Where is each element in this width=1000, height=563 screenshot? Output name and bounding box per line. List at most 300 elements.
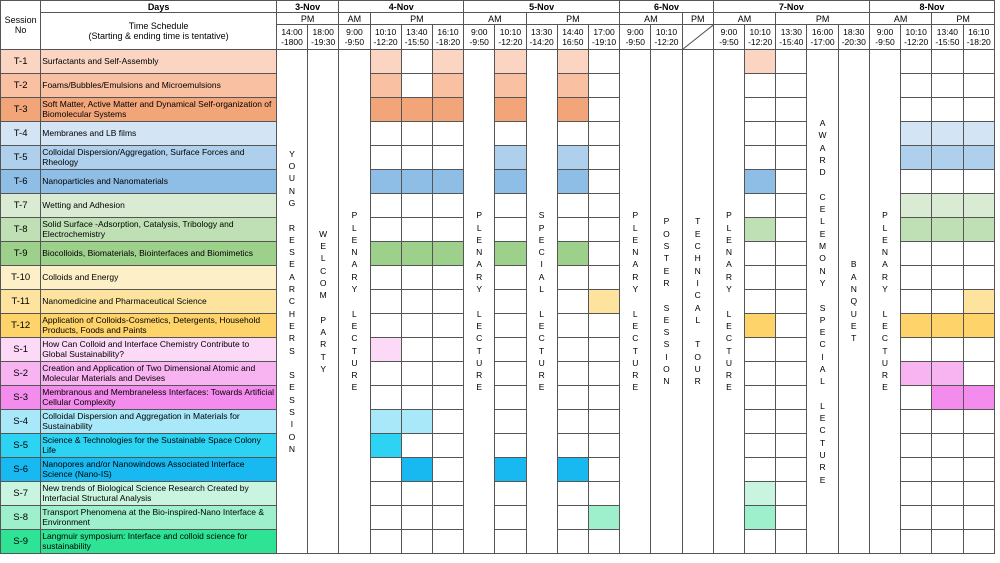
session-title: How Can Colloid and Interface Chemistry Contribute to Global Sustainability?	[41, 338, 277, 362]
session-slot-filled	[901, 218, 932, 242]
slot-cell	[963, 338, 995, 362]
slot-cell	[370, 458, 401, 482]
session-title: Biocolloids, Biomaterials, Biointerfaces and Biomimetics	[41, 242, 277, 266]
slot-cell	[588, 170, 619, 194]
slot-cell	[776, 410, 807, 434]
time-slot-header: 16:10 -18:20	[963, 25, 995, 50]
slot-cell	[401, 266, 432, 290]
session-id: T-6	[1, 170, 41, 194]
session-slot-filled	[901, 146, 932, 170]
slot-cell	[588, 530, 619, 554]
session-slot-filled	[495, 50, 526, 74]
session-slot-filled	[401, 410, 432, 434]
slot-cell	[557, 362, 588, 386]
session-slot-filled	[432, 242, 463, 266]
slot-cell	[588, 194, 619, 218]
session-slot-filled	[370, 434, 401, 458]
slot-cell	[557, 218, 588, 242]
no-time-diagonal	[682, 25, 713, 50]
slot-cell	[401, 218, 432, 242]
slot-cell	[776, 530, 807, 554]
slot-cell	[932, 170, 963, 194]
slot-cell	[776, 170, 807, 194]
slot-cell	[963, 266, 995, 290]
slot-cell	[932, 290, 963, 314]
session-slot-filled	[495, 74, 526, 98]
slot-cell	[588, 338, 619, 362]
slot-cell	[432, 146, 463, 170]
day-header-5-nov: 5-Nov	[464, 1, 620, 13]
slot-cell	[557, 434, 588, 458]
slot-cell	[432, 122, 463, 146]
session-slot-filled	[932, 218, 963, 242]
session-slot-filled	[432, 170, 463, 194]
event-young-researchers-session: Y O U N G R E S E A R C H E R S S E S S I O N	[276, 50, 307, 554]
slot-cell	[495, 386, 526, 410]
slot-cell	[963, 458, 995, 482]
time-slot-header: 9:00 -9:50	[464, 25, 495, 50]
slot-cell	[963, 50, 995, 74]
slot-cell	[370, 362, 401, 386]
slot-cell	[963, 506, 995, 530]
session-title: Langmuir symposium: Interface and colloid science for sustainability	[41, 530, 277, 554]
session-id: T-9	[1, 242, 41, 266]
session-row	[1, 50, 995, 74]
session-title: Colloidal Dispersion and Aggregation in Materials for Sustainability	[41, 410, 277, 434]
session-title: Soft Matter, Active Matter and Dynamical Self-organization of Biomolecular Systems	[41, 98, 277, 122]
session-slot-filled	[432, 74, 463, 98]
time-slot-header: 13:40 -15:50	[401, 25, 432, 50]
slot-cell	[557, 410, 588, 434]
slot-cell	[588, 482, 619, 506]
days-label: Days	[41, 1, 277, 13]
slot-cell	[963, 410, 995, 434]
session-slot-filled	[901, 314, 932, 338]
slot-cell	[588, 266, 619, 290]
slot-cell	[901, 266, 932, 290]
session-slot-filled	[932, 122, 963, 146]
slot-cell	[557, 530, 588, 554]
session-id: S-6	[1, 458, 41, 482]
session-slot-filled	[370, 242, 401, 266]
slot-cell	[557, 266, 588, 290]
session-id: T-12	[1, 314, 41, 338]
session-slot-filled	[370, 170, 401, 194]
slot-cell	[495, 362, 526, 386]
slot-cell	[432, 266, 463, 290]
session-title: Creation and Application of Two Dimensional Atomic and Molecular Materials and Devises	[41, 362, 277, 386]
slot-cell	[432, 218, 463, 242]
session-slot-filled	[401, 458, 432, 482]
session-title: Surfactants and Self-Assembly	[41, 50, 277, 74]
slot-cell	[557, 290, 588, 314]
slot-cell	[901, 434, 932, 458]
session-slot-filled	[745, 314, 776, 338]
slot-cell	[370, 530, 401, 554]
session-title: Nanoparticles and Nanomaterials	[41, 170, 277, 194]
session-slot-filled	[557, 242, 588, 266]
slot-cell	[776, 338, 807, 362]
session-slot-filled	[932, 386, 963, 410]
slot-cell	[776, 314, 807, 338]
slot-cell	[401, 482, 432, 506]
slot-cell	[745, 194, 776, 218]
session-slot-filled	[963, 386, 995, 410]
slot-cell	[776, 482, 807, 506]
slot-cell	[745, 242, 776, 266]
session-title: Science & Technologies for the Sustainable Space Colony Life	[41, 434, 277, 458]
slot-cell	[776, 290, 807, 314]
session-title: Membranes and LB films	[41, 122, 277, 146]
slot-cell	[401, 434, 432, 458]
session-id: T-8	[1, 218, 41, 242]
slot-cell	[901, 242, 932, 266]
slot-cell	[776, 218, 807, 242]
slot-cell	[901, 386, 932, 410]
slot-cell	[776, 50, 807, 74]
session-slot-filled	[557, 458, 588, 482]
session-slot-filled	[495, 98, 526, 122]
slot-cell	[401, 50, 432, 74]
slot-cell	[401, 386, 432, 410]
ampm-am: AM	[464, 13, 526, 25]
session-slot-filled	[495, 458, 526, 482]
slot-cell	[963, 74, 995, 98]
slot-cell	[745, 386, 776, 410]
slot-cell	[495, 122, 526, 146]
slot-cell	[370, 506, 401, 530]
time-slot-header: 14:40 16:50	[557, 25, 588, 50]
session-slot-filled	[588, 290, 619, 314]
slot-cell	[963, 170, 995, 194]
session-no-header: Session No	[1, 1, 41, 50]
slot-cell	[588, 218, 619, 242]
event-award-celemony-special-lecture: A W A R D C E L E M O N Y S P E C I A L L E C T U R E	[807, 50, 838, 554]
time-slot-header: 10:10 -12:20	[651, 25, 682, 50]
time-slot-header: 13:30 -15:40	[776, 25, 807, 50]
event-plenary-lecture: P L E N A R Y L E C T U R E	[713, 50, 744, 554]
session-id: T-10	[1, 266, 41, 290]
session-id: S-8	[1, 506, 41, 530]
slot-cell	[776, 386, 807, 410]
slot-cell	[557, 194, 588, 218]
slot-cell	[963, 434, 995, 458]
session-slot-filled	[745, 482, 776, 506]
slot-cell	[745, 338, 776, 362]
ampm-pm: PM	[682, 13, 713, 25]
session-title: Transport Phenomena at the Bio-inspired-Nano Interface & Environment	[41, 506, 277, 530]
slot-cell	[932, 266, 963, 290]
session-slot-filled	[963, 146, 995, 170]
slot-cell	[557, 506, 588, 530]
slot-cell	[370, 122, 401, 146]
slot-cell	[745, 146, 776, 170]
session-id: T-1	[1, 50, 41, 74]
slot-cell	[745, 410, 776, 434]
session-slot-filled	[901, 194, 932, 218]
slot-cell	[588, 434, 619, 458]
slot-cell	[495, 218, 526, 242]
time-slot-header: 18:30 -20:30	[838, 25, 869, 50]
session-slot-filled	[370, 50, 401, 74]
slot-cell	[745, 434, 776, 458]
time-slot-header: 10:10 -12:20	[901, 25, 932, 50]
day-header-8-nov: 8-Nov	[869, 1, 994, 13]
slot-cell	[370, 146, 401, 170]
slot-cell	[588, 410, 619, 434]
slot-cell	[432, 506, 463, 530]
session-slot-filled	[495, 242, 526, 266]
slot-cell	[901, 290, 932, 314]
slot-cell	[588, 458, 619, 482]
slot-cell	[557, 314, 588, 338]
session-id: S-9	[1, 530, 41, 554]
ampm-pm: PM	[526, 13, 620, 25]
slot-cell	[401, 338, 432, 362]
session-title: Application of Colloids-Cosmetics, Detergents, Household Products, Foods and Paints	[41, 314, 277, 338]
session-slot-filled	[401, 170, 432, 194]
time-slot-header: 16:00 -17:00	[807, 25, 838, 50]
session-slot-filled	[557, 146, 588, 170]
session-slot-filled	[745, 50, 776, 74]
slot-cell	[901, 170, 932, 194]
event-poster-session: P O S T E R S E S S I O N	[651, 50, 682, 554]
session-slot-filled	[401, 242, 432, 266]
slot-cell	[932, 482, 963, 506]
slot-cell	[745, 266, 776, 290]
ampm-am: AM	[620, 13, 682, 25]
slot-cell	[401, 506, 432, 530]
session-slot-filled	[745, 218, 776, 242]
session-slot-filled	[495, 170, 526, 194]
slot-cell	[745, 98, 776, 122]
time-slot-header: 16:10 -18:20	[432, 25, 463, 50]
session-title: New trends of Biological Science Research Created by Interfacial Structural Analysis	[41, 482, 277, 506]
slot-cell	[932, 98, 963, 122]
slot-cell	[745, 458, 776, 482]
slot-cell	[932, 242, 963, 266]
slot-cell	[495, 530, 526, 554]
session-slot-filled	[432, 50, 463, 74]
event-plenary-lecture: P L E N A R Y L E C T U R E	[464, 50, 495, 554]
time-slot-header: 9:00 -9:50	[620, 25, 651, 50]
session-id: S-3	[1, 386, 41, 410]
session-slot-filled	[588, 506, 619, 530]
slot-cell	[932, 410, 963, 434]
day-header-6-nov: 6-Nov	[620, 1, 714, 13]
session-slot-filled	[932, 146, 963, 170]
slot-cell	[432, 530, 463, 554]
slot-cell	[901, 98, 932, 122]
slot-cell	[401, 314, 432, 338]
event-welcom-party: W E L C O M P A R T Y	[308, 50, 339, 554]
session-id: T-11	[1, 290, 41, 314]
session-id: T-7	[1, 194, 41, 218]
slot-cell	[745, 74, 776, 98]
session-title: Membranous and Membraneless Interfaces: Towards Artificial Cellular Complexity	[41, 386, 277, 410]
slot-cell	[495, 194, 526, 218]
slot-cell	[932, 434, 963, 458]
session-id: S-2	[1, 362, 41, 386]
session-id: T-3	[1, 98, 41, 122]
session-slot-filled	[557, 74, 588, 98]
slot-cell	[588, 122, 619, 146]
slot-cell	[588, 362, 619, 386]
slot-cell	[901, 50, 932, 74]
session-slot-filled	[932, 362, 963, 386]
event-banquet: B A N Q U E T	[838, 50, 869, 554]
session-id: S-1	[1, 338, 41, 362]
session-title: Colloids and Energy	[41, 266, 277, 290]
session-title: Colloidal Dispersion/Aggregation, Surface Forces and Rheology	[41, 146, 277, 170]
session-slot-filled	[370, 98, 401, 122]
time-slot-header: 9:00 -9:50	[713, 25, 744, 50]
session-slot-filled	[557, 98, 588, 122]
session-slot-filled	[370, 410, 401, 434]
slot-cell	[557, 386, 588, 410]
slot-cell	[432, 482, 463, 506]
session-id: T-2	[1, 74, 41, 98]
session-slot-filled	[495, 146, 526, 170]
event-plenary-lecture: P L E N A R Y L E C T U R E	[869, 50, 900, 554]
slot-cell	[745, 290, 776, 314]
slot-cell	[901, 410, 932, 434]
slot-cell	[432, 410, 463, 434]
slot-cell	[495, 338, 526, 362]
session-id: T-4	[1, 122, 41, 146]
session-id: S-4	[1, 410, 41, 434]
time-schedule-label: Time Schedule (Starting & ending time is tentative)	[41, 13, 277, 50]
slot-cell	[901, 74, 932, 98]
slot-cell	[401, 530, 432, 554]
day-header-4-nov: 4-Nov	[339, 1, 464, 13]
slot-cell	[401, 74, 432, 98]
slot-cell	[588, 314, 619, 338]
time-slot-header: 10:10 -12:20	[370, 25, 401, 50]
slot-cell	[963, 530, 995, 554]
time-slot-header: 17:00 -19:10	[588, 25, 619, 50]
slot-cell	[401, 122, 432, 146]
slot-cell	[557, 338, 588, 362]
time-slot-header: 14:00 -1800	[276, 25, 307, 50]
session-title: Foams/Bubbles/Emulsions and Microemulsions	[41, 74, 277, 98]
slot-cell	[963, 482, 995, 506]
slot-cell	[932, 50, 963, 74]
slot-cell	[776, 146, 807, 170]
time-slot-header: 9:00 -9:50	[339, 25, 370, 50]
slot-cell	[432, 362, 463, 386]
session-slot-filled	[963, 290, 995, 314]
slot-cell	[370, 218, 401, 242]
slot-cell	[932, 458, 963, 482]
session-slot-filled	[963, 314, 995, 338]
session-slot-filled	[557, 50, 588, 74]
slot-cell	[588, 98, 619, 122]
slot-cell	[963, 362, 995, 386]
session-title: Nanomedicine and Pharmaceutical Science	[41, 290, 277, 314]
time-slot-header: 13:40 -15:50	[932, 25, 963, 50]
slot-cell	[901, 338, 932, 362]
slot-cell	[557, 122, 588, 146]
day-header-3-nov: 3-Nov	[276, 1, 338, 13]
slot-cell	[776, 194, 807, 218]
slot-cell	[588, 242, 619, 266]
slot-cell	[963, 242, 995, 266]
session-slot-filled	[932, 194, 963, 218]
slot-cell	[901, 530, 932, 554]
slot-cell	[588, 50, 619, 74]
time-slot-header: 10:10 -12:20	[745, 25, 776, 50]
time-slot-header: 13:30 -14:20	[526, 25, 557, 50]
slot-cell	[495, 410, 526, 434]
session-slot-filled	[557, 170, 588, 194]
slot-cell	[432, 386, 463, 410]
slot-cell	[495, 290, 526, 314]
slot-cell	[588, 74, 619, 98]
slot-cell	[401, 362, 432, 386]
ampm-am: AM	[713, 13, 775, 25]
ampm-am: AM	[869, 13, 931, 25]
slot-cell	[776, 266, 807, 290]
slot-cell	[370, 266, 401, 290]
slot-cell	[901, 482, 932, 506]
slot-cell	[776, 506, 807, 530]
slot-cell	[932, 74, 963, 98]
session-title: Wetting and Adhesion	[41, 194, 277, 218]
slot-cell	[495, 434, 526, 458]
session-slot-filled	[901, 122, 932, 146]
slot-cell	[776, 98, 807, 122]
slot-cell	[432, 338, 463, 362]
session-slot-filled	[370, 74, 401, 98]
slot-cell	[745, 530, 776, 554]
session-slot-filled	[401, 98, 432, 122]
slot-cell	[432, 314, 463, 338]
slot-cell	[776, 362, 807, 386]
slot-cell	[495, 314, 526, 338]
slot-cell	[432, 194, 463, 218]
slot-cell	[495, 506, 526, 530]
slot-cell	[370, 314, 401, 338]
session-slot-filled	[745, 506, 776, 530]
slot-cell	[432, 434, 463, 458]
slot-cell	[776, 434, 807, 458]
session-slot-filled	[963, 218, 995, 242]
slot-cell	[776, 122, 807, 146]
slot-cell	[932, 506, 963, 530]
slot-cell	[588, 146, 619, 170]
slot-cell	[495, 482, 526, 506]
slot-cell	[495, 266, 526, 290]
slot-cell	[932, 530, 963, 554]
session-slot-filled	[901, 362, 932, 386]
ampm-pm: PM	[276, 13, 338, 25]
slot-cell	[901, 458, 932, 482]
slot-cell	[963, 98, 995, 122]
slot-cell	[432, 458, 463, 482]
session-slot-filled	[932, 314, 963, 338]
session-slot-filled	[745, 170, 776, 194]
event-plenary-lecture: P L E N A R Y L E C T U R E	[339, 50, 370, 554]
session-slot-filled	[963, 194, 995, 218]
slot-cell	[401, 290, 432, 314]
slot-cell	[776, 458, 807, 482]
slot-cell	[401, 194, 432, 218]
slot-cell	[370, 290, 401, 314]
session-id: S-5	[1, 434, 41, 458]
slot-cell	[370, 386, 401, 410]
slot-cell	[745, 362, 776, 386]
